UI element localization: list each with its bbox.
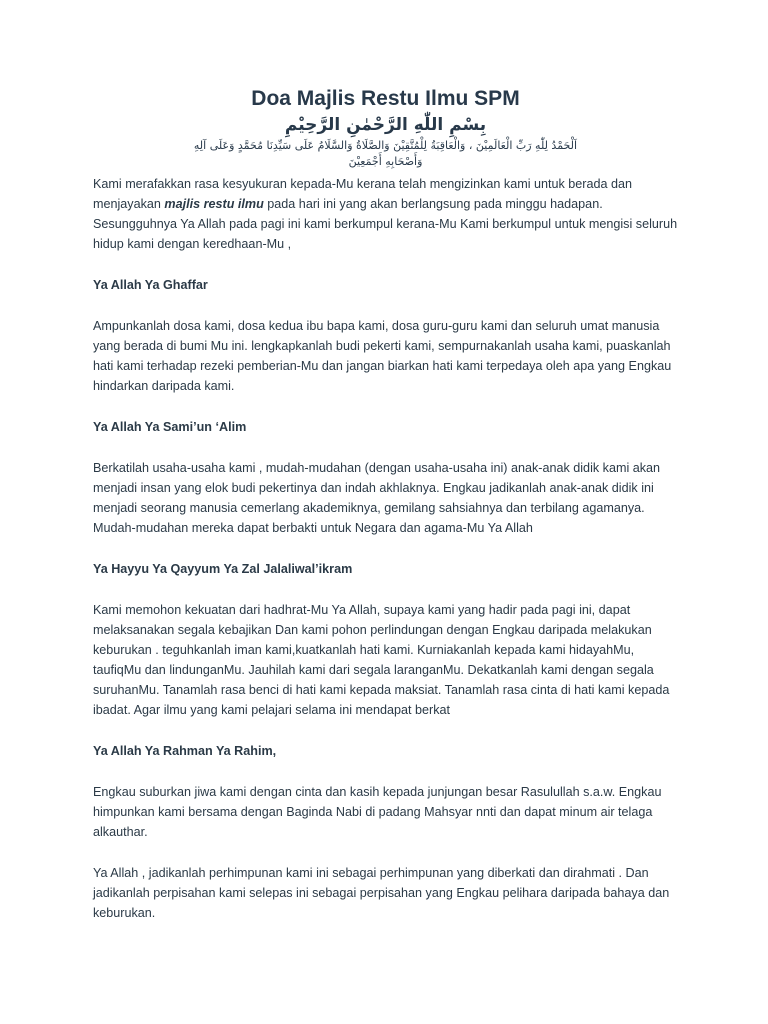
spacer — [93, 538, 678, 559]
page-title: Doa Majlis Restu Ilmu SPM — [251, 87, 520, 110]
section-heading: Ya Allah Ya Rahman Ya Rahim, — [93, 744, 277, 758]
intro-text-end: pada hari ini yang akan berlangsung pada minggu hadapan. Sesungguhnya Ya Allah pada pagi ini kami berkumpul kerana-Mu Kami berkumpul untuk mengisi seluruh hidup kami dengan keredhaan-Mu , — [93, 197, 678, 251]
spacer — [93, 437, 678, 458]
hamdalah-text — [93, 138, 678, 170]
spacer — [93, 579, 678, 600]
intro-paragraph — [93, 174, 678, 254]
hamdalah-line-2: وَأَصْحَابِهِ أَجْمَعِيْنَ — [348, 155, 423, 168]
spacer — [93, 720, 678, 741]
closing-paragraph: Ya Allah , jadikanlah perhimpunan kami ini sebagai perhimpunan yang diberkati dan dirahmati . Dan jadikanlah perpisahan kami selepas ini sebagai perpisahan yang Engkau pelihara daripada bahaya dan keburukan. — [93, 866, 670, 920]
spacer — [93, 761, 678, 782]
section-heading: Ya Hayyu Ya Qayyum Ya Zal Jalaliwal’ikram — [93, 562, 353, 576]
document-page — [93, 86, 678, 923]
intro-text-start: Kami merafakkan rasa kesyukuran kepada-Mu kerana telah mengizinkan kami untuk berada dan menjayakan — [93, 177, 633, 211]
basmala-text: بِسْمِ اللّٰهِ الرَّحْمٰنِ الرَّحِيْمِ — [284, 115, 487, 135]
spacer — [93, 396, 678, 417]
hamdalah-line-1: اَلْحَمْدُ لِلّٰهِ رَبِّ الْعَالَمِيْنَ ، وَالْعَاقِبَةُ لِلْمُتَّقِيْنَ وَالصَّلَاةُ وَالسَّلَامُ عَلَى سَيِّدِنَا مُحَمَّدٍ وَعَلَى آلِهِ — [193, 139, 578, 152]
section-body: Ampunkanlah dosa kami, dosa kedua ibu bapa kami, dosa guru-guru kami dan seluruh umat manusia yang berada di bumi Mu ini. lengkapkanlah budi pekerti kami, sempurnakanlah usaha kami, puaskanlah hati kami terhadap rezeki pemberian-Mu dan jangan biarkan hati kami terpedaya oleh apa yang Engkau hindarkan daripada kami. — [93, 319, 672, 393]
section-heading: Ya Allah Ya Sami’un ‘Alim — [93, 420, 247, 434]
section-heading: Ya Allah Ya Ghaffar — [93, 278, 208, 292]
section-body: Berkatilah usaha-usaha kami , mudah-mudahan (dengan usaha-usaha ini) anak-anak didik kami akan menjadi insan yang elok budi pekertinya dan indah akhlaknya. Engkau jadikanlah anak-anak didik ini menjadi seorang manusia cemerlang akademiknya, gemilang sahsiahnya dan terbilang agamanya. Mudah-mudahan mereka dapat berbakti untuk Negara dan agama-Mu Ya Allah — [93, 461, 661, 535]
section-body: Engkau suburkan jiwa kami dengan cinta dan kasih kepada junjungan besar Rasulullah s.a.w. Engkau himpunkan kami bersama dengan Baginda Nabi di padang Mahsyar nnti dan dapat minum air telaga alkauthar. — [93, 785, 662, 839]
section-body: Kami memohon kekuatan dari hadhrat-Mu Ya Allah, supaya kami yang hadir pada pagi ini, dapat melaksanakan segala kebajikan Dan kami pohon perlindungan dengan Engkau daripada melakukan keburukan . teguhkanlah iman kami,kuatkanlah hati kami. Kurniakanlah kepada kami hidayahMu, taufiqMu dan lindunganMu. Jauhilah kami dari segala laranganMu. Dekatkanlah kami dengan segala suruhanMu. Tanamlah rasa benci di hati kami kepada maksiat. Tanamlah rasa cinta di hati kami kepada ibadat. Agar ilmu yang kami pelajari selama ini mendapat berkat — [93, 603, 670, 717]
intro-emphasis: majlis restu ilmu — [164, 197, 264, 211]
spacer — [93, 254, 678, 275]
spacer — [93, 842, 678, 863]
spacer — [93, 295, 678, 316]
